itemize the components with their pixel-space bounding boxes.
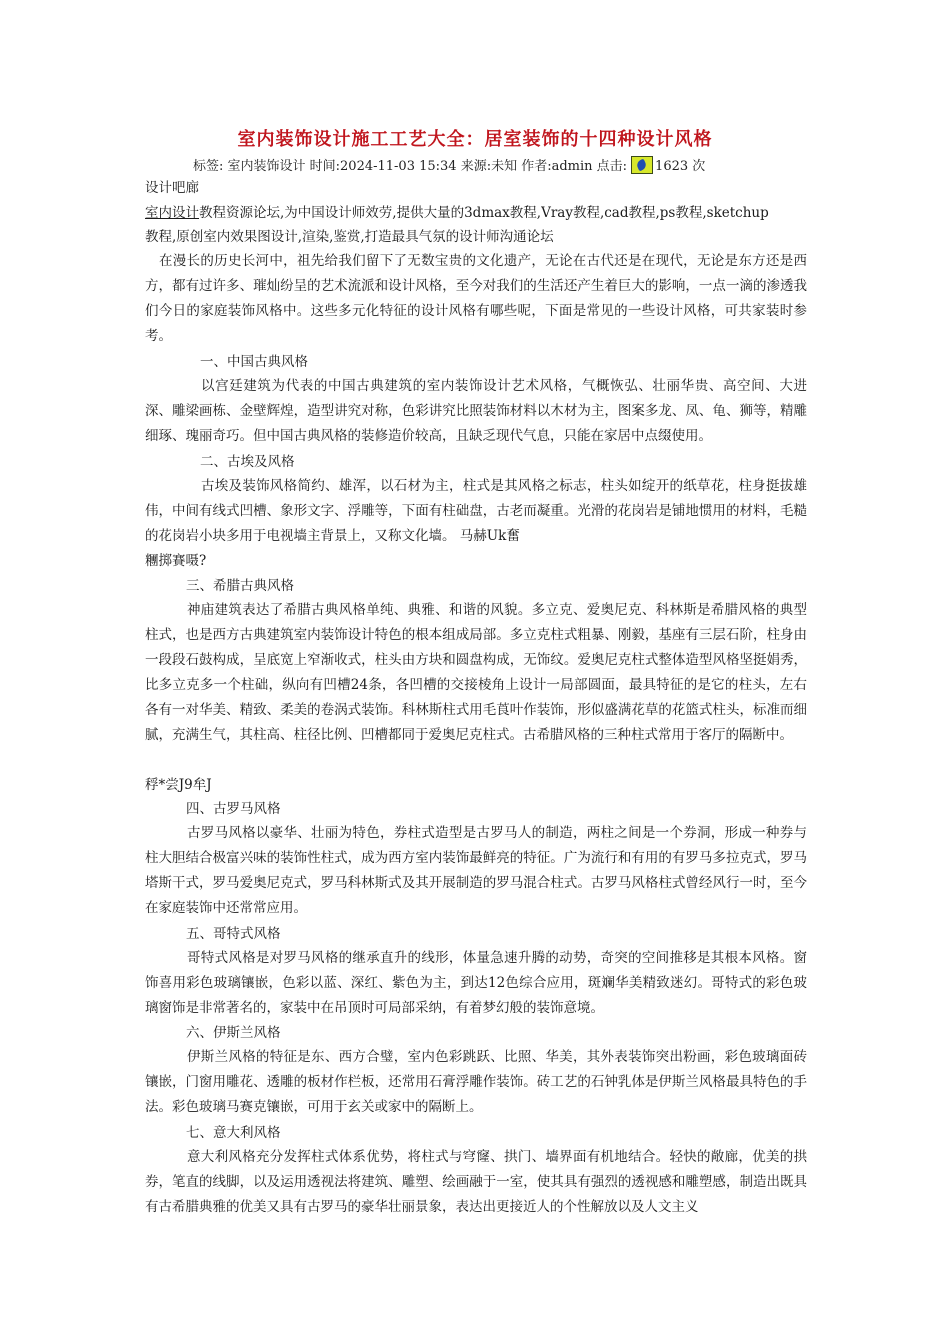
section-1-heading: 一、中国古典风格 (200, 354, 308, 370)
section-1-body: 以宫廷建筑为代表的中国古典建筑的室内装饰设计艺术风格，气概恢弘、壮丽华贵、高空间、大进深、雕梁画栋、金壁辉煌，造型讲究对称，色彩讲究比照装饰材料以木材为主，图案多龙、凤、龟、狮等，精雕细琢、瑰丽奇巧。但中国古典风格的装修造价较高，且缺乏现代气息，只能在家居中点缀使用。 (145, 378, 807, 444)
opening-paragraph: 在漫长的历史长河中，祖先给我们留下了无数宝贵的文化遗产，无论在古代还是在现代，无论是东方还是西方，都有过许多、璀灿纷呈的艺术流派和设计风格，至今对我们的生活还产生着巨大的影响，一点一滴的渗透我们今日的家庭装饰风格中。这些多元化特征的设计风格有哪些呢，下面是常见的一些设计风格，可共家装时参考。 (145, 253, 807, 344)
article-meta (193, 155, 705, 174)
section-6-heading: 六、伊斯兰风格 (186, 1025, 281, 1041)
garbled-line-1: 糰掷賽嗫? (145, 553, 207, 569)
article-title: 室内装饰设计施工工艺大全：居室装饰的十四种设计风格 (237, 129, 713, 150)
section-3-heading: 三、希腊古典风格 (186, 578, 294, 594)
intro-line-2: 教程,原创室内效果图设计,渲染,鉴赏,打造最具气氛的设计师沟通论坛 (145, 229, 554, 245)
section-2-body: 古埃及装饰风格简约、雄浑，以石材为主，柱式是其风格之标志，柱头如绽开的纸草花，柱身挺拔雄伟，中间有线式凹槽、象形文字、浮雕等，下面有柱础盘，古老而凝重。光滑的花岗岩是铺地惯用的材料，毛糙的花岗岩小块多用于电视墙主背景上，又称文化墙。 马赫Uk奮 (145, 478, 807, 544)
section-4-body: 古罗马风格以豪华、壮丽为特色，券柱式造型是古罗马人的制造，两柱之间是一个券洞，形成一种券与柱大胆结合极富兴味的装饰性柱式，成为西方室内装饰最鲜亮的特征。广为流行和有用的有罗马多拉克式，罗马塔斯干式，罗马爱奥尼克式，罗马科林斯式及其开展制造的罗马混合柱式。古罗马风格柱式曾经风行一时，至今在家庭装饰中还常常应用。 (145, 825, 807, 916)
section-7-body: 意大利风格充分发挥柱式体系优势，将柱式与穹窿、拱门、墙界面有机地结合。轻快的敞廊，优美的拱券，笔直的线脚，以及运用透视法将建筑、雕塑、绘画融于一室，使其具有强烈的透视感和雕塑感，制造出既具有古希腊典雅的优美又具有古罗马的豪华壮丽景象，表达出更接近人的个性解放以及人文主义 (145, 1149, 807, 1215)
gallery-label: 设计吧廊 (145, 180, 199, 196)
meta-text: 标签: 室内装饰设计 时间:2024-11-03 15:34 来源:未知 作者:admin 点击: (193, 159, 628, 174)
intro-line-1 (145, 201, 815, 225)
section-5-heading: 五、哥特式风格 (186, 926, 281, 942)
hits-counter-icon (631, 156, 653, 174)
interior-design-link[interactable]: 室内设计 (145, 205, 199, 221)
section-5-body: 哥特式风格是对罗马风格的继承直升的线形，体量急速升腾的动势，奇突的空间推移是其根本风格。窗饰喜用彩色玻璃镶嵌，色彩以蓝、深红、紫色为主，到达12色综合应用，斑斓华美精致迷幻。哥特式的彩色玻璃窗饰是非常著名的，家装中在吊顶时可局部采纳，有着梦幻般的装饰意境。 (145, 950, 807, 1016)
section-7-heading: 七、意大利风格 (186, 1125, 281, 1141)
hit-count: 1623 次 (655, 159, 706, 174)
section-4-heading: 四、古罗马风格 (186, 801, 281, 817)
garbled-line-2: 稃*尝J9牟J (145, 777, 212, 793)
section-6-body: 伊斯兰风格的特征是东、西方合璧，室内色彩跳跃、比照、华美，其外表装饰突出粉画，彩色玻璃面砖镶嵌，门窗用雕花、透雕的板材作栏板，还常用石膏浮雕作装饰。砖工艺的石钟乳体是伊斯兰风格最具特色的手法。彩色玻璃马赛克镶嵌，可用于玄关或家中的隔断上。 (145, 1049, 807, 1115)
section-2-heading: 二、古埃及风格 (200, 454, 295, 470)
intro-text-1: 教程资源论坛,为中国设计师效劳,提供大量的3dmax教程,Vray教程,cad教程,ps教程,sketchup (199, 205, 769, 221)
section-3-body: 神庙建筑表达了希腊古典风格单纯、典雅、和谐的风貌。多立克、爱奥尼克、科林斯是希腊风格的典型柱式，也是西方古典建筑室内装饰设计特色的根本组成局部。多立克柱式粗暴、刚毅，基座有三层石阶，柱身由一段段石鼓构成，呈底宽上窄渐收式，柱头由方块和圆盘构成，无饰纹。爱奥尼克柱式整体造型风格坚挺娟秀，比多立克多一个柱础，纵向有凹槽24条，各凹槽的交接棱角上设计一局部圆面，最具特征的是它的柱头，左右各有一对华美、精致、柔美的卷涡式装饰。科林斯柱式用毛莨叶作装饰，形似盛满花草的花篮式柱头，标准而细腻，充满生气，其柱高、柱径比例、凹槽都同于爱奥尼克柱式。古希腊风格的三种柱式常用于客厅的隔断中。 (145, 602, 807, 743)
